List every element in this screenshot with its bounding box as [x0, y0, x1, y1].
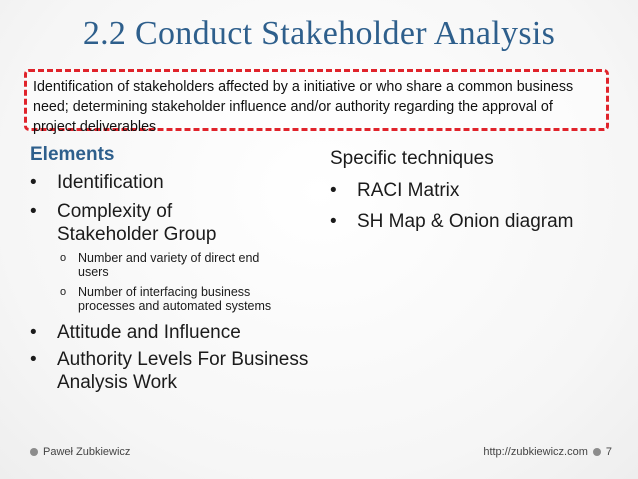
sub-list	[60, 251, 330, 313]
bullet-icon: •	[30, 201, 37, 222]
circle-bullet-icon: o	[60, 252, 67, 264]
sub-label: Number and variety of direct end users	[78, 251, 260, 279]
bullet-label: RACI Matrix	[357, 180, 460, 201]
bullet-item	[330, 179, 620, 202]
bullet-icon: •	[330, 211, 337, 232]
bullet-label: Complexity of Stakeholder Group	[57, 201, 217, 245]
footer-dot-icon	[593, 448, 601, 456]
bullet-icon: •	[30, 172, 37, 193]
bullet-icon: •	[30, 322, 37, 343]
footer-author	[30, 446, 130, 458]
definition-callout: Identification of stakeholders affected by a initiative or who share a common business need; determining stakeholder influence and/or authority regarding the approval of project deliverables	[24, 69, 609, 131]
footer-url[interactable]: http://zubkiewicz.com	[483, 446, 588, 458]
bullet-item	[330, 210, 620, 233]
bullet-icon: •	[30, 349, 37, 370]
footer-dot-icon	[30, 448, 38, 456]
bullet-label: Authority Levels For Business Analysis Work	[57, 349, 309, 393]
bullet-item	[30, 200, 330, 246]
page-number: 7	[605, 446, 612, 458]
techniques-heading: Specific techniques	[330, 148, 494, 169]
elements-column	[30, 143, 330, 394]
bullet-item	[30, 321, 330, 344]
sub-label: Number of interfacing business processes and automated systems	[78, 285, 272, 313]
elements-heading: Elements	[30, 144, 115, 165]
bullet-icon: •	[330, 180, 337, 201]
bullet-item	[30, 171, 330, 194]
sub-item	[60, 285, 330, 313]
slide-title: 2.2 Conduct Stakeholder Analysis	[82, 15, 556, 52]
bullet-label: Identification	[57, 172, 164, 193]
bullet-label: Attitude and Influence	[57, 322, 241, 343]
footer-meta	[483, 446, 612, 458]
bullet-item	[30, 348, 330, 394]
author-name: Paweł Zubkiewicz	[43, 446, 131, 458]
circle-bullet-icon: o	[60, 286, 67, 298]
bullet-label: SH Map & Onion diagram	[357, 211, 574, 232]
sub-item	[60, 251, 330, 279]
techniques-column	[330, 147, 620, 233]
